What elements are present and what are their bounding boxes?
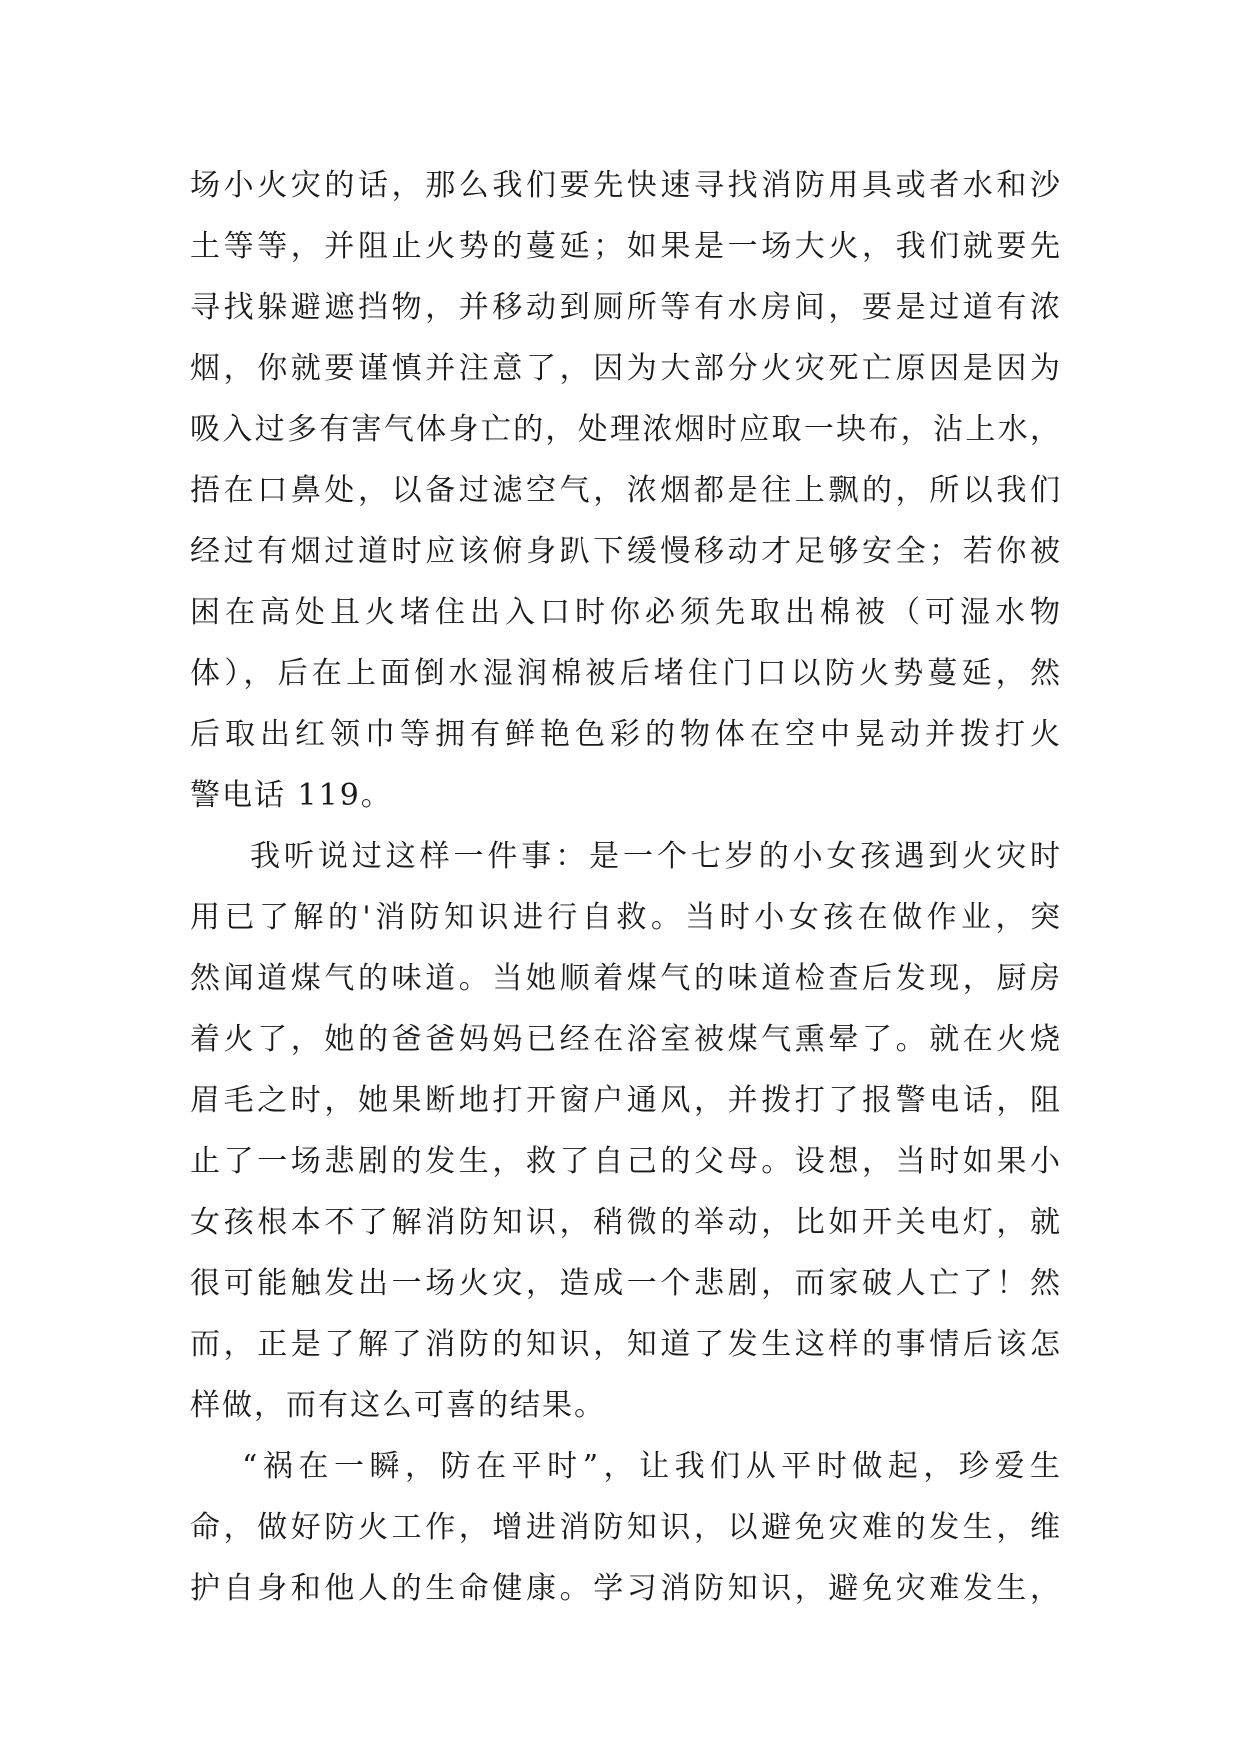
- text-line: 眉毛之时，她果断地打开窗户通风，并拨打了报警电话，阻: [190, 1083, 1060, 1118]
- text-line: 止了一场悲剧的发生，救了自己的父母。设想，当时如果小: [190, 1144, 1060, 1179]
- text-line: 后取出红领巾等拥有鲜艳色彩的物体在空中晃动并拨打火: [190, 717, 1060, 752]
- text-line: 然闻道煤气的味道。当她顺着煤气的味道检查后发现，厨房: [190, 961, 1060, 996]
- paragraph-first-line: 我听说过这样一件事：是一个七岁的小女孩遇到火灾时: [250, 839, 1060, 874]
- body-text: [190, 155, 1060, 1619]
- text-line: 寻找躲避遮挡物，并移动到厕所等有水房间，要是过道有浓: [190, 290, 1060, 325]
- text-line: 体），后在上面倒水湿润棉被后堵住门口以防火势蔓延，然: [190, 656, 1060, 691]
- text-line: 用已了解的'消防知识进行自救。当时小女孩在做作业，突: [190, 900, 1060, 935]
- text-line: 经过有烟过道时应该俯身趴下缓慢移动才足够安全；若你被: [190, 534, 1060, 569]
- text-line: 护自身和他人的生命健康。学习消防知识，避免灾难发生，: [190, 1571, 1060, 1606]
- text-line: 警电话 119。: [190, 778, 393, 813]
- text-line: 而，正是了解了消防的知识，知道了发生这样的事情后该怎: [190, 1327, 1060, 1362]
- text-line: 吸入过多有害气体身亡的，处理浓烟时应取一块布，沾上水，: [190, 412, 1060, 447]
- text-line: 土等等，并阻止火势的蔓延；如果是一场大火，我们就要先: [190, 229, 1060, 264]
- paragraph-first-line: “祸在一瞬，防在平时”，让我们从平时做起，珍爱生: [242, 1449, 1060, 1484]
- text-line: 烟，你就要谨慎并注意了，因为大部分火灾死亡原因是因为: [190, 351, 1060, 386]
- text-line: 困在高处且火堵住出入口时你必须先取出棉被（可湿水物: [190, 595, 1060, 630]
- text-line: 捂在口鼻处，以备过滤空气，浓烟都是往上飘的，所以我们: [190, 473, 1060, 508]
- text-line: 女孩根本不了解消防知识，稍微的举动，比如开关电灯，就: [190, 1205, 1060, 1240]
- text-line: 着火了，她的爸爸妈妈已经在浴室被煤气熏晕了。就在火烧: [190, 1022, 1060, 1057]
- text-line: 很可能触发出一场火灾，造成一个悲剧，而家破人亡了！然: [190, 1266, 1060, 1301]
- text-line: 命，做好防火工作，增进消防知识，以避免灾难的发生，维: [190, 1510, 1060, 1545]
- text-line: 场小火灾的话，那么我们要先快速寻找消防用具或者水和沙: [190, 168, 1060, 203]
- text-line: 样做，而有这么可喜的结果。: [190, 1388, 606, 1423]
